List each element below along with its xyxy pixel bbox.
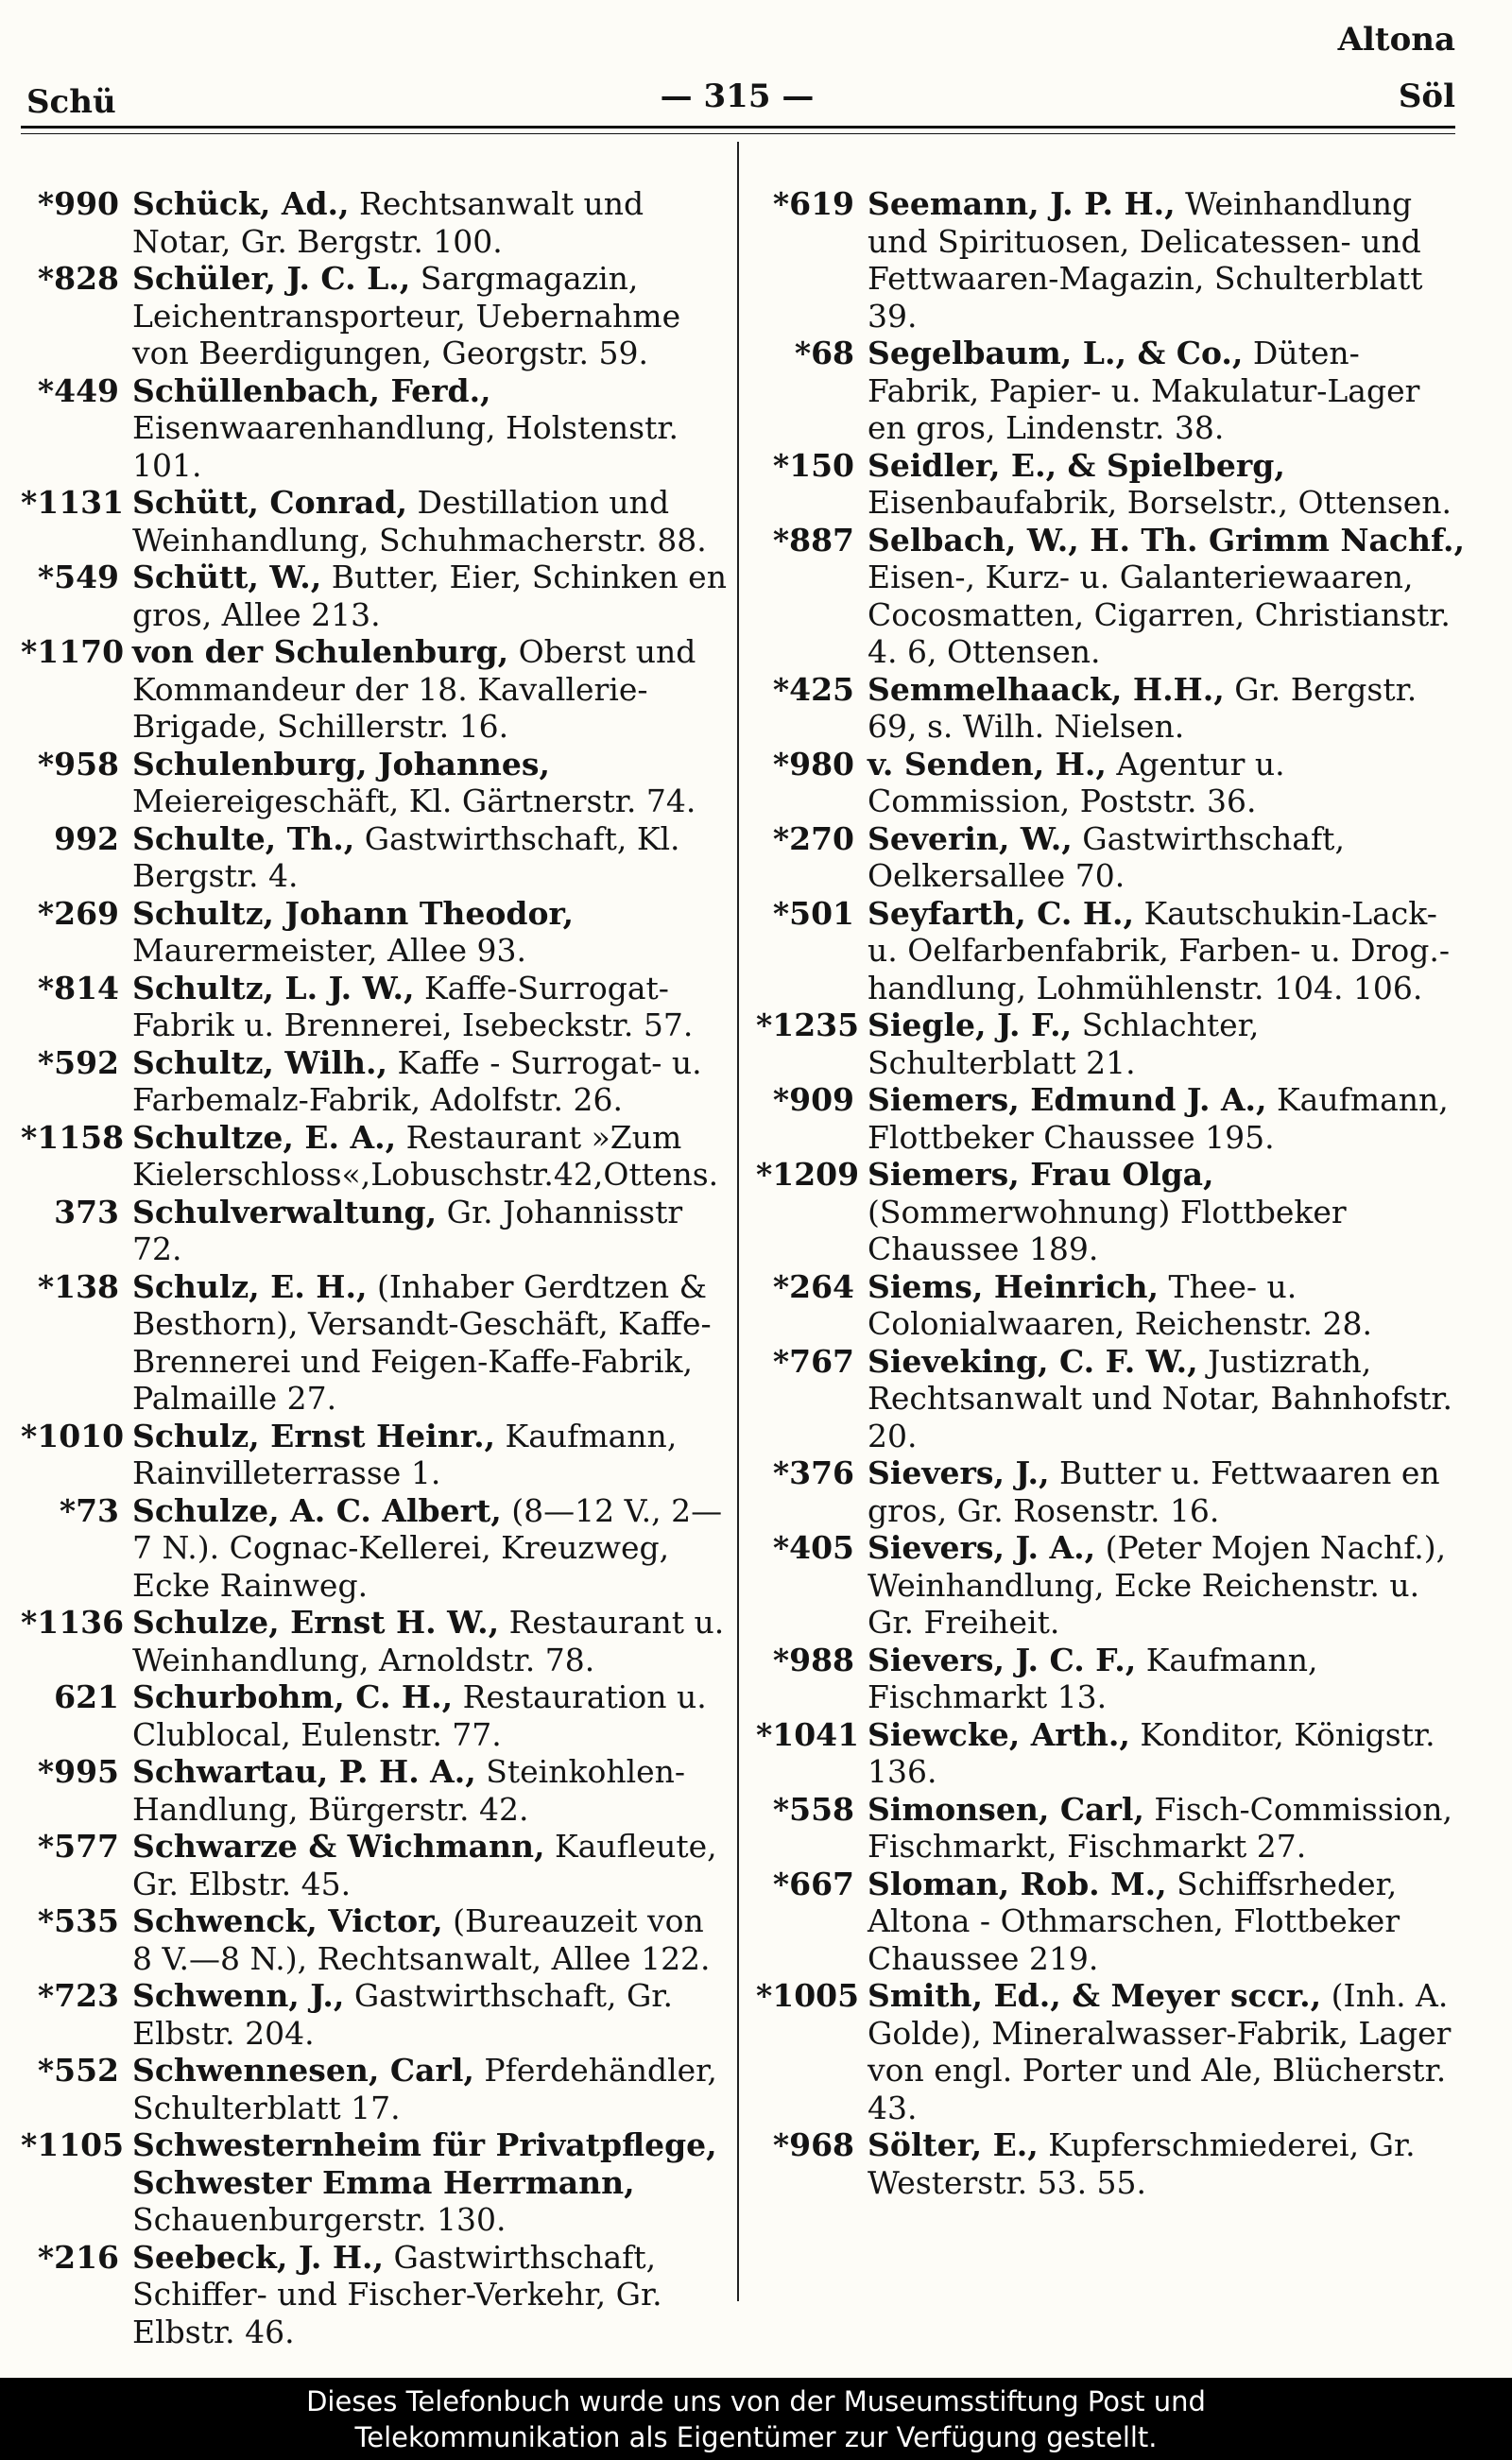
phone-number: *68: [794, 335, 854, 371]
entry-description: Schauenburgerstr. 130.: [132, 2201, 507, 2238]
directory-entry: [21, 1604, 731, 1678]
directory-entry: [756, 746, 1467, 820]
column-divider: [737, 142, 739, 2301]
entry-description: Weinhandlung und Spirituosen, Delicatessen- und Fettwaaren-Magazin, Schulterblatt 39.: [868, 185, 1423, 335]
entry-name: Schwarze & Wichmann,: [132, 1828, 545, 1865]
entry-name: Segelbaum, L., & Co.,: [868, 335, 1244, 371]
entry-description: Restaurant »Zum Kielerschloss«,Lobuschstr.42,Ottens.: [132, 1118, 719, 1193]
directory-entry: [21, 1678, 731, 1753]
entry-name: Seidler, E., & Spielberg,: [868, 446, 1285, 484]
directory-entry: [21, 185, 731, 260]
entry-description: Pferdehändler, Schulterblatt 17.: [132, 2052, 717, 2126]
directory-entry: [756, 1642, 1467, 1716]
directory-entry: [21, 2052, 731, 2126]
entry-description: Kaufmann, Fischmarkt 13.: [868, 1641, 1318, 1715]
entry-name: Seebeck, J. H.,: [132, 2238, 385, 2276]
phone-number: *552: [37, 2052, 119, 2089]
entry-name: Schultz, Johann Theodor,: [132, 894, 574, 932]
entry-name: Semmelhaack, H.H.,: [868, 670, 1225, 708]
entry-description: Kaufleute, Gr. Elbstr. 45.: [132, 1828, 717, 1902]
entry-description: Schlachter, Schulterblatt 21.: [868, 1006, 1260, 1081]
entry-name: Seemann, J. P. H.,: [868, 185, 1176, 222]
entry-name: Schulze, Ernst H. W.,: [132, 1604, 500, 1641]
directory-entry: [21, 820, 731, 895]
directory-entry: [21, 1268, 731, 1418]
entry-name: Schütt, Conrad,: [132, 484, 407, 521]
entry-description: Rechtsanwalt und Notar, Gr. Bergstr. 100.: [132, 185, 644, 260]
entry-description: Kupferschmiederei, Gr. Westerstr. 53. 55.: [868, 2126, 1416, 2201]
directory-entry: [21, 1977, 731, 2052]
entry-name: Simonsen, Carl,: [868, 1790, 1144, 1828]
entry-description: Sargmagazin, Leichentransporteur, Uebernahme von Beerdigungen, Georgstr. 59.: [132, 260, 681, 371]
phone-number: *1170: [21, 633, 125, 670]
entry-name: Severin, W.,: [868, 819, 1073, 857]
entry-name: Schulverwaltung,: [132, 1193, 438, 1230]
phone-number: *667: [772, 1865, 854, 1902]
running-head-city: Altona: [1337, 21, 1455, 59]
directory-entry: [21, 746, 731, 820]
directory-entry: [756, 1081, 1467, 1156]
entry-name: Siewcke, Arth.,: [868, 1715, 1130, 1753]
phone-number: *1105: [21, 2126, 125, 2163]
phone-number: *988: [772, 1641, 854, 1678]
directory-entry: [21, 895, 731, 970]
phone-number: *980: [772, 745, 854, 783]
right-column: [756, 185, 1467, 2201]
entry-name: Siems, Heinrich,: [868, 1267, 1160, 1305]
directory-entry: [21, 2239, 731, 2351]
phone-number: *269: [37, 894, 119, 932]
entry-name: Schulte, Th.,: [132, 819, 355, 857]
directory-entry: [21, 2126, 731, 2239]
phone-number: *990: [37, 185, 119, 222]
phone-number: *1041: [756, 1715, 860, 1753]
footer-line-1: Dieses Telefonbuch wurde uns von der Museumsstiftung Post und: [306, 2385, 1206, 2417]
phone-number: *138: [37, 1267, 119, 1305]
phone-number: *958: [37, 745, 119, 783]
entry-description: Agentur u. Commission, Poststr. 36.: [868, 745, 1285, 819]
entry-description: (Bureauzeit von 8 V.—8 N.), Rechtsanwalt, Allee 122.: [132, 1902, 711, 1977]
header-rule: [21, 126, 1455, 129]
phone-number: *270: [772, 819, 854, 857]
phone-number: *577: [37, 1828, 119, 1865]
entry-name: Sievers, J.,: [868, 1454, 1050, 1491]
phone-number: *1158: [21, 1118, 125, 1156]
directory-entry: [21, 1828, 731, 1902]
directory-entry: [756, 2126, 1467, 2201]
phone-number: *619: [772, 185, 854, 222]
entry-name: Selbach, W., H. Th. Grimm Nachf.,: [868, 521, 1466, 559]
entry-name: Schulze, A. C. Albert,: [132, 1491, 502, 1529]
entry-description: (Peter Mojen Nachf.), Weinhandlung, Ecke Reichenstr. u. Gr. Freiheit.: [868, 1529, 1447, 1641]
entry-description: Konditor, Königstr. 136.: [868, 1715, 1435, 1790]
page-header: [0, 0, 1512, 142]
entry-description: Destillation und Weinhandlung, Schuhmacherstr. 88.: [132, 484, 707, 559]
phone-number: *501: [772, 894, 854, 932]
entry-name: Siemers, Frau Olga,: [868, 1156, 1214, 1193]
entry-name: Schwennesen, Carl,: [132, 2052, 474, 2089]
directory-entry: [756, 1866, 1467, 1978]
entry-name: Schwenn, J.,: [132, 1977, 345, 2014]
directory-entry: [756, 1006, 1467, 1081]
entry-name: Schulz, Ernst Heinr.,: [132, 1417, 496, 1454]
entry-name: Siegle, J. F.,: [868, 1006, 1073, 1043]
entry-description: Justizrath, Rechtsanwalt und Notar, Bahnhofstr. 20.: [868, 1342, 1452, 1454]
entry-name: Schwesternheim für Privatpflege, Schwester Emma Herrmann,: [132, 2126, 717, 2201]
running-head-left: Schü: [26, 83, 116, 121]
entry-name: Sievers, J. C. F.,: [868, 1641, 1137, 1678]
entry-description: Gastwirthschaft, Oelkersallee 70.: [868, 819, 1345, 894]
phone-number: *73: [59, 1491, 119, 1529]
entry-description: Kaffe - Surrogat- u. Farbemalz-Fabrik, Adolfstr. 26.: [132, 1043, 702, 1118]
entry-name: von der Schulenburg,: [132, 633, 509, 670]
entry-name: Schwenck, Victor,: [132, 1902, 443, 1939]
phone-number: *449: [37, 371, 119, 409]
entry-description: Gr. Johannisstr 72.: [132, 1193, 683, 1267]
phone-number: *723: [37, 1977, 119, 2014]
entry-name: Schultz, Wilh.,: [132, 1043, 387, 1081]
phone-number: *405: [772, 1529, 854, 1566]
entry-name: Schulz, E. H.,: [132, 1267, 368, 1305]
phone-number: *1209: [756, 1156, 860, 1193]
phone-number: *150: [772, 446, 854, 484]
directory-entry: [21, 1119, 731, 1194]
running-head-right: Söl: [1398, 77, 1455, 115]
directory-entry: [756, 1343, 1467, 1455]
entry-description: Butter, Eier, Schinken en gros, Allee 213.: [132, 559, 727, 633]
entry-description: Kaufmann, Rainvilleterrasse 1.: [132, 1417, 678, 1491]
entry-name: Schwartau, P. H. A.,: [132, 1753, 476, 1790]
entry-name: Schütt, W.,: [132, 559, 322, 595]
phone-number: 373: [54, 1193, 119, 1230]
phone-number: *1005: [756, 1977, 860, 2014]
footer-banner: [0, 2378, 1512, 2460]
entry-description: Kautschukin-Lack- u. Oelfarbenfabrik, Farben- u. Drog.-handlung, Lohmühlenstr. 104. 106.: [868, 894, 1451, 1006]
entry-name: Schultz, L. J. W.,: [132, 969, 415, 1006]
entry-name: Schück, Ad.,: [132, 185, 350, 222]
entry-name: Siemers, Edmund J. A.,: [868, 1081, 1267, 1118]
entry-description: Düten-Fabrik, Papier- u. Makulatur-Lager en gros, Lindenstr. 38.: [868, 335, 1420, 446]
entry-description: Schiffsrheder, Altona - Othmarschen, Flottbeker Chaussee 219.: [868, 1865, 1400, 1977]
directory-entry: [756, 895, 1467, 1007]
entry-description: Eisenwaarenhandlung, Holstenstr. 101.: [132, 409, 679, 484]
phone-number: *1010: [21, 1417, 125, 1454]
entry-name: Sölter, E.,: [868, 2126, 1039, 2163]
entry-description: Meiereigeschäft, Kl. Gärtnerstr. 74.: [132, 783, 696, 819]
directory-entry: [21, 1492, 731, 1605]
directory-entry: [21, 260, 731, 372]
entry-description: Restauration u. Clublocal, Eulenstr. 77.: [132, 1678, 707, 1753]
entry-description: Thee- u. Colonialwaaren, Reichenstr. 28.: [868, 1267, 1372, 1342]
directory-entry: [756, 820, 1467, 895]
entry-name: Sievers, J. A.,: [868, 1529, 1096, 1566]
entry-description: Kaufmann, Flottbeker Chaussee 195.: [868, 1081, 1449, 1156]
directory-entry: [756, 1977, 1467, 2126]
directory-entry: [756, 335, 1467, 447]
entry-description: Butter u. Fettwaaren en gros, Gr. Rosenstr. 16.: [868, 1454, 1440, 1529]
entry-name: Schüllenbach, Ferd.,: [132, 371, 491, 409]
entry-name: Sieveking, C. F. W.,: [868, 1342, 1198, 1380]
directory-entry: [756, 1156, 1467, 1268]
phone-number: *376: [772, 1454, 854, 1491]
entry-description: Fisch-Commission, Fischmarkt, Fischmarkt 27.: [868, 1790, 1452, 1865]
entry-description: (Inhaber Gerdtzen & Besthorn), Versandt-Geschäft, Kaffe-Brennerei und Feigen-Kaffe-Fabrik, Palmaille 27.: [132, 1267, 712, 1417]
directory-entry: [21, 1044, 731, 1119]
directory-entry: [756, 447, 1467, 522]
directory-entry: [21, 1194, 731, 1268]
directory-entry: [21, 1418, 731, 1492]
header-rule-thin: [21, 133, 1455, 134]
phone-number: *828: [37, 260, 119, 297]
footer-line-2: Telekommunikation als Eigentümer zur Verfügung gestellt.: [354, 2421, 1158, 2453]
entry-description: Restaurant u. Weinhandlung, Arnoldstr. 78.: [132, 1604, 725, 1678]
page-number: — 315 —: [660, 77, 815, 115]
phone-number: *592: [37, 1043, 119, 1081]
directory-entry: [756, 522, 1467, 671]
directory-entry: [21, 372, 731, 485]
phone-number: *968: [772, 2126, 854, 2163]
phone-number: *814: [37, 969, 119, 1006]
entry-description: Eisen-, Kurz- u. Galanteriewaaren, Cocosmatten, Cigarren, Christianstr. 4. 6, Ottensen.: [868, 559, 1451, 670]
entry-description: Gastwirthschaft, Kl. Bergstr. 4.: [132, 819, 680, 894]
directory-entry: [756, 1529, 1467, 1642]
phone-number: *425: [772, 670, 854, 708]
entry-name: Schulenburg, Johannes,: [132, 745, 550, 783]
entry-name: Schurbohm, C. H.,: [132, 1678, 454, 1715]
entry-name: v. Senden, H.,: [868, 745, 1107, 783]
entry-description: Maurermeister, Allee 93.: [132, 932, 526, 969]
phone-number: *264: [772, 1267, 854, 1305]
directory-entry: [756, 671, 1467, 746]
entry-name: Smith, Ed., & Meyer sccr.,: [868, 1977, 1322, 2014]
entry-name: Schultze, E. A.,: [132, 1118, 397, 1156]
entry-description: Steinkohlen-Handlung, Bürgerstr. 42.: [132, 1753, 686, 1828]
phone-number: *216: [37, 2238, 119, 2276]
phone-number: *887: [772, 521, 854, 559]
entry-description: Gastwirthschaft, Gr. Elbstr. 204.: [132, 1977, 673, 2052]
directory-entry: [21, 559, 731, 633]
entry-description: Gr. Bergstr. 69, s. Wilh. Nielsen.: [868, 670, 1418, 745]
phone-number: 621: [54, 1678, 119, 1715]
phone-number: 992: [54, 819, 119, 857]
phone-number: *549: [37, 559, 119, 595]
phone-number: *995: [37, 1753, 119, 1790]
phone-number: *1235: [756, 1006, 860, 1043]
phone-number: *909: [772, 1081, 854, 1118]
entry-description: (Inh. A. Golde), Mineralwasser-Fabrik, Lager von engl. Porter und Ale, Blücherstr. 43.: [868, 1977, 1452, 2126]
directory-entry: [756, 1716, 1467, 1791]
directory-entry: [21, 970, 731, 1044]
entry-name: Seyfarth, C. H.,: [868, 894, 1134, 932]
directory-entry: [21, 1902, 731, 1977]
directory-entry: [21, 633, 731, 746]
directory-entry: [756, 1268, 1467, 1343]
entry-description: (8—12 V., 2—7 N.). Cognac-Kellerei, Kreuzweg, Ecke Rainweg.: [132, 1491, 723, 1604]
entry-description: (Sommerwohnung) Flottbeker Chaussee 189.: [868, 1193, 1347, 1267]
entry-description: Kaffe-Surrogat-Fabrik u. Brennerei, Isebeckstr. 57.: [132, 969, 694, 1043]
phone-number: *1136: [21, 1604, 125, 1641]
phone-number: *1131: [21, 484, 125, 521]
entry-name: Sloman, Rob. M.,: [868, 1865, 1167, 1902]
entry-description: Oberst und Kommandeur der 18. Kavallerie-Brigade, Schillerstr. 16.: [132, 633, 696, 745]
phone-number: *558: [772, 1790, 854, 1828]
directory-entry: [756, 185, 1467, 335]
directory-entry: [21, 484, 731, 559]
entry-name: Schüler, J. C. L.,: [132, 260, 411, 297]
directory-entry: [756, 1454, 1467, 1529]
left-column: [21, 185, 731, 2350]
entry-description: Eisenbaufabrik, Borselstr., Ottensen.: [868, 484, 1452, 521]
directory-entry: [756, 1791, 1467, 1866]
phone-number: *535: [37, 1902, 119, 1939]
phone-number: *767: [772, 1342, 854, 1380]
directory-entry: [21, 1753, 731, 1828]
entry-description: Gastwirthschaft, Schiffer- und Fischer-Verkehr, Gr. Elbstr. 46.: [132, 2238, 662, 2350]
